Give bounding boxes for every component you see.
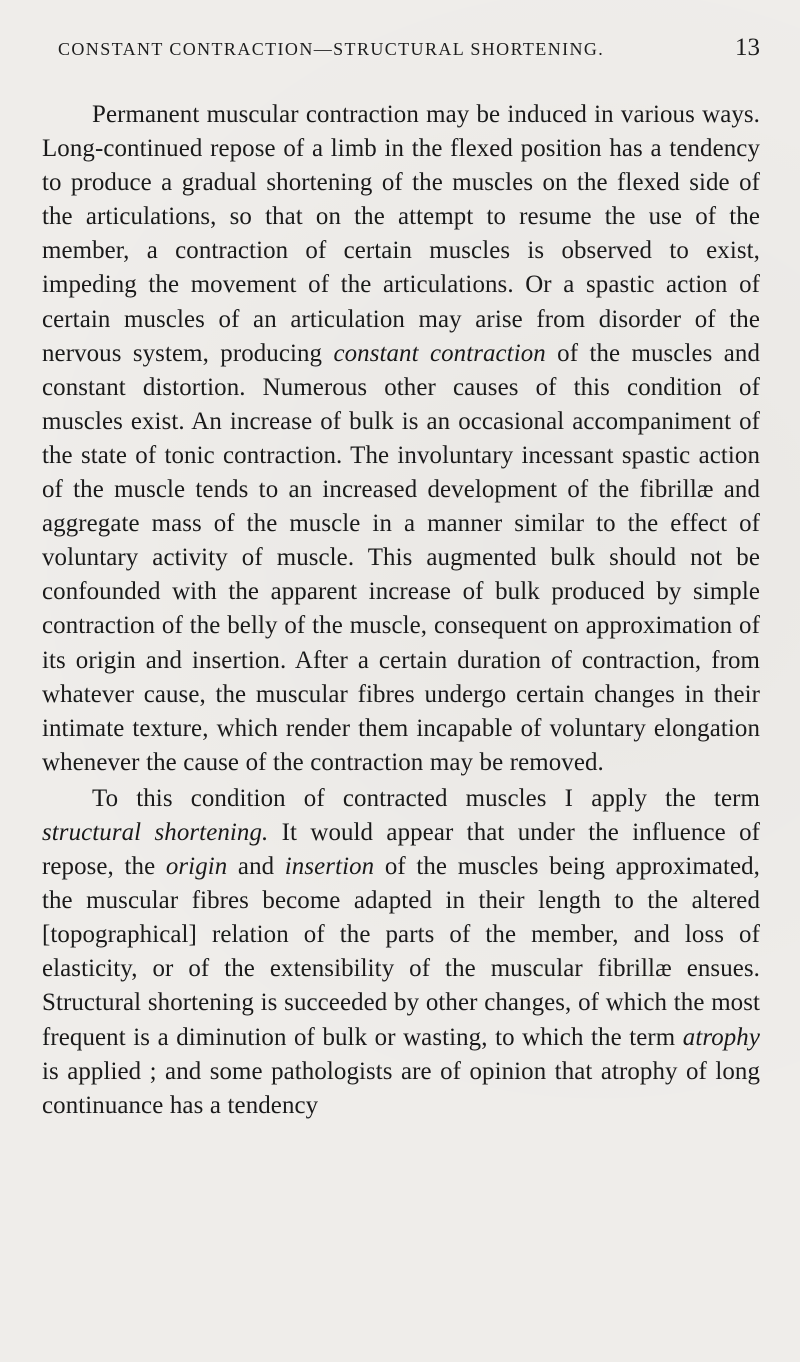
running-head bbox=[42, 34, 760, 62]
italic-word-origin: origin bbox=[165, 853, 228, 881]
paragraph-2-text-1: To this condition of contracted muscles I apply the term bbox=[92, 784, 760, 812]
body-text bbox=[42, 98, 760, 1123]
paragraph-1-text-1: Permanent muscular contraction may be induced in various ways. Long-continued repose of a limb in the flexed position has a tendency to produce a gradual shortening of the muscles on the flexed side of the articulations, so that on the attempt to resume the use of the member, a contraction of certain muscles is observed to exist, impeding the movement of the articulations. Or a spastic action of certain muscles of an articulation may arise from disorder of the nervous system, producing bbox=[42, 101, 760, 367]
paragraph-2-text-3: and bbox=[227, 853, 285, 881]
paragraph-2-text-4: of the muscles being approximated, the muscular fibres become adapted in their length to the altered [topographical] relation of the parts of the member, and loss of elasticity, or of the extensibility of the muscular fibrillæ ensues. Structural shortening is succeeded by other changes, of which the most frequent is a diminution of bulk or wasting, to which the term bbox=[42, 853, 760, 1051]
paragraph-2-text-5: is applied ; and some pathologists are of opinion that atrophy of long continuance has a tendency bbox=[42, 1057, 760, 1119]
italic-word-insertion: insertion bbox=[284, 853, 375, 881]
paragraph-1-text-2: of the muscles and constant distortion. Numerous other causes of this condition of muscles exist. An increase of bulk is an occasional accompaniment of the state of tonic contraction. The involuntary incessant spastic action of the muscle tends to an increased development of the fibrillæ and aggregate mass of the muscle in a manner similar to the effect of voluntary activity of muscle. This augmented bulk should not be confounded with the apparent increase of bulk produced by simple contraction of the belly of the muscle, consequent on approximation of its origin and insertion. After a certain duration of contraction, from whatever cause, the muscular fibres undergo certain changes in their intimate texture, which render them incapable of voluntary elongation whenever the cause of the contraction may be removed. bbox=[42, 339, 760, 776]
paragraph-2 bbox=[42, 782, 760, 1123]
page-number: 13 bbox=[735, 34, 760, 61]
italic-word-atrophy: atrophy bbox=[682, 1023, 760, 1051]
paragraph-2-text-2: It would appear that under the influence of repose, the bbox=[42, 818, 761, 881]
italic-phrase-constant-contraction: constant contraction bbox=[333, 339, 546, 367]
italic-phrase-structural-shortening: structural shortening. bbox=[42, 818, 269, 846]
paragraph-1 bbox=[42, 98, 760, 780]
running-title: CONSTANT CONTRACTION—STRUCTURAL SHORTENING. bbox=[58, 39, 605, 59]
